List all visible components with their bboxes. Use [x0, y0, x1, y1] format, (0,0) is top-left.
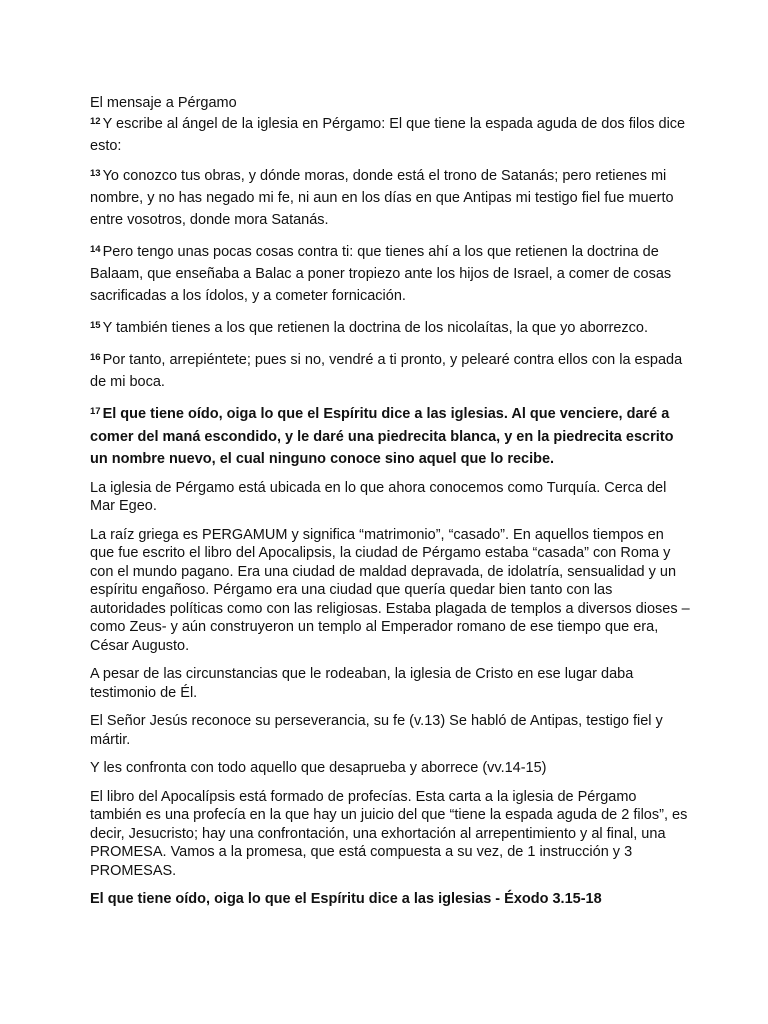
verse-text: El que tiene oído, oiga lo que el Espíritu dice a las iglesias. Al que venciere, daré a comer del maná escondido, y le daré una piedrecita blanca, y en la piedrecita escrito un nombre nuevo, el cual ninguno conoce sino aquel que lo recibe. [90, 406, 674, 467]
paragraph-confrontation: Y les confronta con todo aquello que desaprueba y aborrece (vv.14-15) [90, 760, 547, 776]
verse-text: Yo conozco tus obras, y dónde moras, donde está el trono de Satanás; pero retienes mi nombre, y no has negado mi fe, ni aun en los días en que Antipas mi testigo fiel fue muerto entre vosotros, donde mora Satanás. [90, 168, 674, 228]
verse-number: 17 [90, 406, 101, 417]
verse-number: 13 [90, 168, 101, 179]
verse-text: Por tanto, arrepiéntete; pues si no, vendré a ti pronto, y pelearé contra ellos con la espada de mi boca. [90, 352, 683, 390]
paragraph-perseverance: El Señor Jesús reconoce su perseverancia, su fe (v.13) Se habló de Antipas, testigo fiel y mártir. [90, 713, 663, 748]
closing-heading: El que tiene oído, oiga lo que el Espíritu dice a las iglesias - Éxodo 3.15-18 [90, 891, 602, 907]
paragraph-prophecy: El libro del Apocalípsis está formado de profecías. Esta carta a la iglesia de Pérgamo también es una profecía en la que hay un juicio del que “tiene la espada aguda de 2 filos”, es decir, Jesucristo; hay una confrontación, una exhortación al arrepentimiento y al final, una PROMESA. Vamos a la promesa, que está compuesta a su vez, de 1 instrucción y 3 PROMESAS. [90, 788, 688, 879]
paragraph-location: La iglesia de Pérgamo está ubicada en lo que ahora conocemos como Turquía. Cerca del Mar Egeo. [90, 479, 667, 514]
verse-16 [90, 349, 690, 393]
verse-12 [90, 113, 690, 157]
verse-number: 15 [90, 320, 101, 331]
verse-number: 12 [90, 116, 101, 127]
verse-15 [90, 317, 690, 339]
document-page [90, 94, 690, 919]
verse-text: Y escribe al ángel de la iglesia en Pérgamo: El que tiene la espada aguda de dos filos dice esto: [90, 116, 686, 154]
verse-17 [90, 403, 690, 471]
verse-text: Y también tienes a los que retienen la doctrina de los nicolaítas, la que yo aborrezco. [102, 320, 649, 336]
paragraph-etymology: La raíz griega es PERGAMUM y significa “matrimonio”, “casado”. En aquellos tiempos en que fue escrito el libro del Apocalipsis, la ciudad de Pérgamo estaba “casada” con Roma y con el mundo pagano. Era una ciudad de maldad depravada, de idolatría, sensualidad y un espíritu engañoso. Pérgamo era una ciudad que quería quedar bien tanto con las autoridades políticas como con las religiosas. Estaba plagada de templos a diversos dioses –como Zeus- y aún construyeron un templo al Emperador romano de ese tiempo que era, César Augusto. [90, 526, 690, 654]
verse-13 [90, 165, 690, 231]
verse-number: 16 [90, 352, 101, 363]
paragraph-testimony: A pesar de las circunstancias que le rodeaban, la iglesia de Cristo en ese lugar daba testimonio de Él. [90, 666, 634, 701]
verse-number: 14 [90, 244, 101, 255]
document-title: El mensaje a Pérgamo [90, 95, 237, 111]
verse-text: Pero tengo unas pocas cosas contra ti: que tienes ahí a los que retienen la doctrina de Balaam, que enseñaba a Balac a poner tropiezo ante los hijos de Israel, a comer de cosas sacrificadas a los ídolos, y a cometer fornicación. [90, 244, 672, 304]
verse-14 [90, 241, 690, 307]
